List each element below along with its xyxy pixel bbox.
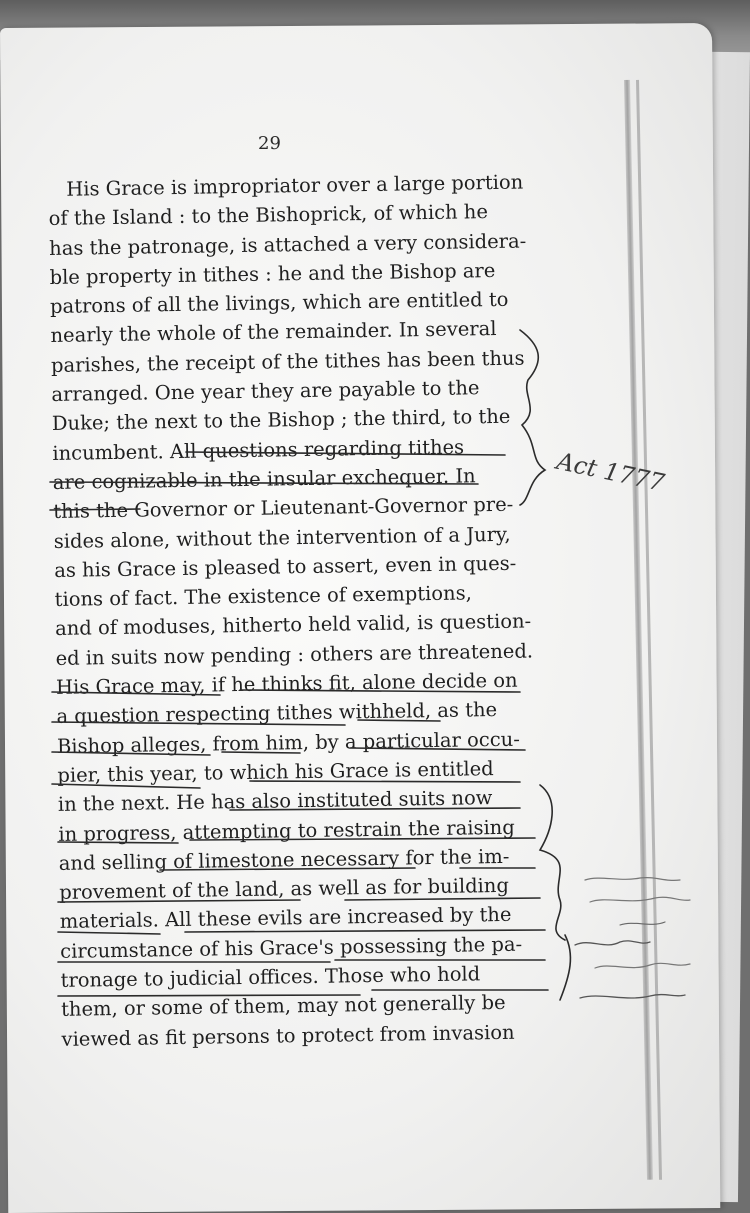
text-line-4: ble property in tithes : he and the Bishop are	[49, 258, 496, 289]
text-line-14: as his Grace is pleased to assert, even in ques-	[54, 551, 517, 582]
text-line-23: in progress, attempting to restrain the raising	[58, 815, 515, 846]
page-number: 29	[258, 133, 281, 154]
text-line-5: patrons of all the livings, which are entitled to	[49, 287, 509, 319]
handwritten-note: Act 1777	[554, 446, 667, 498]
text-line-9: Duke; the next to the Bishop ; the third, to the	[51, 405, 511, 436]
text-line-22: in the next. He has also instituted suits now	[57, 786, 493, 817]
text-line-15: tions of fact. The existence of exemptions,	[54, 581, 473, 612]
text-line-13: sides alone, without the intervention of a Jury,	[53, 522, 511, 553]
text-line-25: provement of the land, as well as for building	[59, 873, 510, 905]
text-line-1: His Grace is impropriator over a large portion	[66, 170, 524, 201]
text-line-6: nearly the whole of the remainder. In several	[50, 317, 497, 348]
text-line-2: of the Island : to the Bishoprick, of which he	[48, 200, 489, 231]
text-line-18: His Grace may, if he thinks fit, alone decide on	[55, 668, 518, 699]
text-line-3: has the patronage, is attached a very considera-	[48, 229, 527, 260]
text-line-21: pier, this year, to which his Grace is entitled	[57, 757, 494, 787]
text-line-30: viewed as fit persons to protect from invasion	[61, 1020, 515, 1051]
text-line-19: a question respecting tithes withheld, as the	[56, 698, 498, 729]
text-line-10: incumbent. All questions regarding tithes	[52, 435, 465, 465]
text-line-17: ed in suits now pending : others are threatened.	[55, 639, 534, 670]
text-line-26: materials. All these evils are increased by the	[59, 903, 512, 934]
text-line-8: arranged. One year they are payable to the	[51, 376, 480, 407]
text-line-29: them, or some of them, may not generally be	[60, 991, 506, 1022]
text-line-27: circumstance of his Grace's possessing the pa-	[60, 932, 523, 963]
text-line-7: parishes, the receipt of the tithes has been thus	[50, 346, 525, 377]
text-line-20: Bishop alleges, from him, by a particular occu-	[56, 727, 520, 758]
text-line-24: and selling of limestone necessary for the im-	[58, 844, 510, 875]
text-line-16: and of moduses, hitherto held valid, is question-	[54, 609, 532, 641]
text-line-12: this the Governor or Lieutenant-Governor pre-	[53, 492, 514, 524]
body-text	[48, 167, 582, 1054]
text-line-28: tronage to judicial offices. Those who hold	[60, 962, 481, 992]
text-line-11: are cognizable in the insular exchequer. In	[52, 464, 476, 494]
